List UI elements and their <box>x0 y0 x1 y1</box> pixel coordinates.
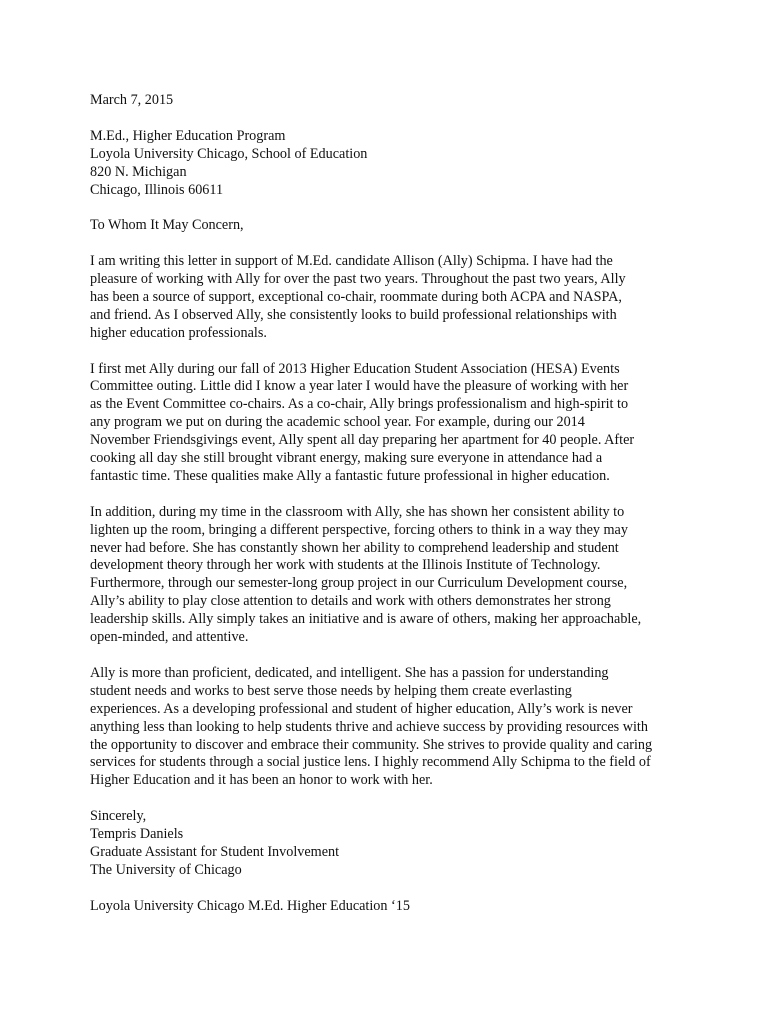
paragraph-line: experiences. As a developing professional and student of higher education, Ally’s work is never <box>90 700 633 717</box>
paragraph-4 <box>90 665 690 790</box>
paragraph-2 <box>90 361 690 486</box>
paragraph-3 <box>90 504 690 647</box>
recipient-line: 820 N. Michigan <box>90 163 187 180</box>
paragraph-line: as the Event Committee co-chairs. As a co-chair, Ally brings professionalism and high-spirit to <box>90 396 629 413</box>
paragraph-line: any program we put on during the academic school year. For example, during our 2014 <box>90 414 585 431</box>
paragraph-line: November Friendsgivings event, Ally spent all day preparing her apartment for 40 people. After <box>90 432 635 449</box>
paragraph-line: lighten up the room, bringing a different perspective, forcing others to think in a way they may <box>90 521 628 538</box>
letter-date: March 7, 2015 <box>90 92 174 108</box>
paragraph-line: services for students through a social justice lens. I highly recommend Ally Schipma to the field of <box>90 754 651 771</box>
signature-block <box>90 808 690 880</box>
paragraph-line: anything less than looking to help students thrive and achieve success by providing resources with <box>90 718 648 735</box>
paragraph-line: pleasure of working with Ally for over the past two years. Throughout the past two years, Ally <box>90 271 626 288</box>
paragraph-line: and friend. As I observed Ally, she consistently looks to build professional relationships with <box>90 306 617 323</box>
recipient-line: M.Ed., Higher Education Program <box>90 127 286 144</box>
paragraph-line: higher education professionals. <box>90 324 267 341</box>
paragraph-line: development theory through her work with students at the Illinois Institute of Technology. <box>90 557 601 574</box>
paragraph-line: Committee outing. Little did I know a year later I would have the pleasure of working with her <box>90 378 629 395</box>
letter-date-block <box>90 92 690 110</box>
signer-name: Tempris Daniels <box>90 826 184 843</box>
salutation-block <box>90 217 690 235</box>
signer-title: Graduate Assistant for Student Involvement <box>90 843 340 860</box>
paragraph-line: leadership skills. Ally simply takes an initiative and is aware of others, making her approachable, <box>90 611 642 628</box>
recipient-line: Loyola University Chicago, School of Education <box>90 145 368 162</box>
signer-organization: The University of Chicago <box>90 861 242 878</box>
paragraph-line: Ally is more than proficient, dedicated, and intelligent. She has a passion for understanding <box>90 664 609 681</box>
paragraph-line: In addition, during my time in the classroom with Ally, she has shown her consistent ability to <box>90 503 625 520</box>
paragraph-line: Furthermore, through our semester-long group project in our Curriculum Development course, <box>90 575 628 592</box>
paragraph-line: I first met Ally during our fall of 2013 Higher Education Student Association (HESA) Events <box>90 360 620 377</box>
paragraph-line: cooking all day she still brought vibrant energy, making sure everyone in attendance had a <box>90 450 603 467</box>
footer-line: Loyola University Chicago M.Ed. Higher Education ‘15 <box>90 897 410 914</box>
paragraph-line: the opportunity to discover and embrace their community. She strives to provide quality and caring <box>90 736 653 753</box>
salutation: To Whom It May Concern, <box>90 217 244 234</box>
valediction: Sincerely, <box>90 808 147 825</box>
footer-block <box>90 898 690 916</box>
paragraph-line: fantastic time. These qualities make Ally a fantastic future professional in higher education. <box>90 467 610 484</box>
paragraph-line: open-minded, and attentive. <box>90 629 249 646</box>
paragraph-line: never had before. She has constantly shown her ability to comprehend leadership and student <box>90 539 619 556</box>
paragraph-line: I am writing this letter in support of M.Ed. candidate Allison (Ally) Schipma. I have had the <box>90 253 613 270</box>
paragraph-line: Higher Education and it has been an honor to work with her. <box>90 772 433 789</box>
recipient-line: Chicago, Illinois 60611 <box>90 181 224 198</box>
paragraph-line: Ally’s ability to play close attention to details and work with others demonstrates her strong <box>90 593 611 610</box>
letter-body <box>90 92 690 933</box>
paragraph-line: has been a source of support, exceptional co-chair, roommate during both ACPA and NASPA, <box>90 288 622 305</box>
recipient-address <box>90 128 690 200</box>
paragraph-line: student needs and works to best serve those needs by helping them create everlasting <box>90 682 572 699</box>
paragraph-1 <box>90 253 690 343</box>
